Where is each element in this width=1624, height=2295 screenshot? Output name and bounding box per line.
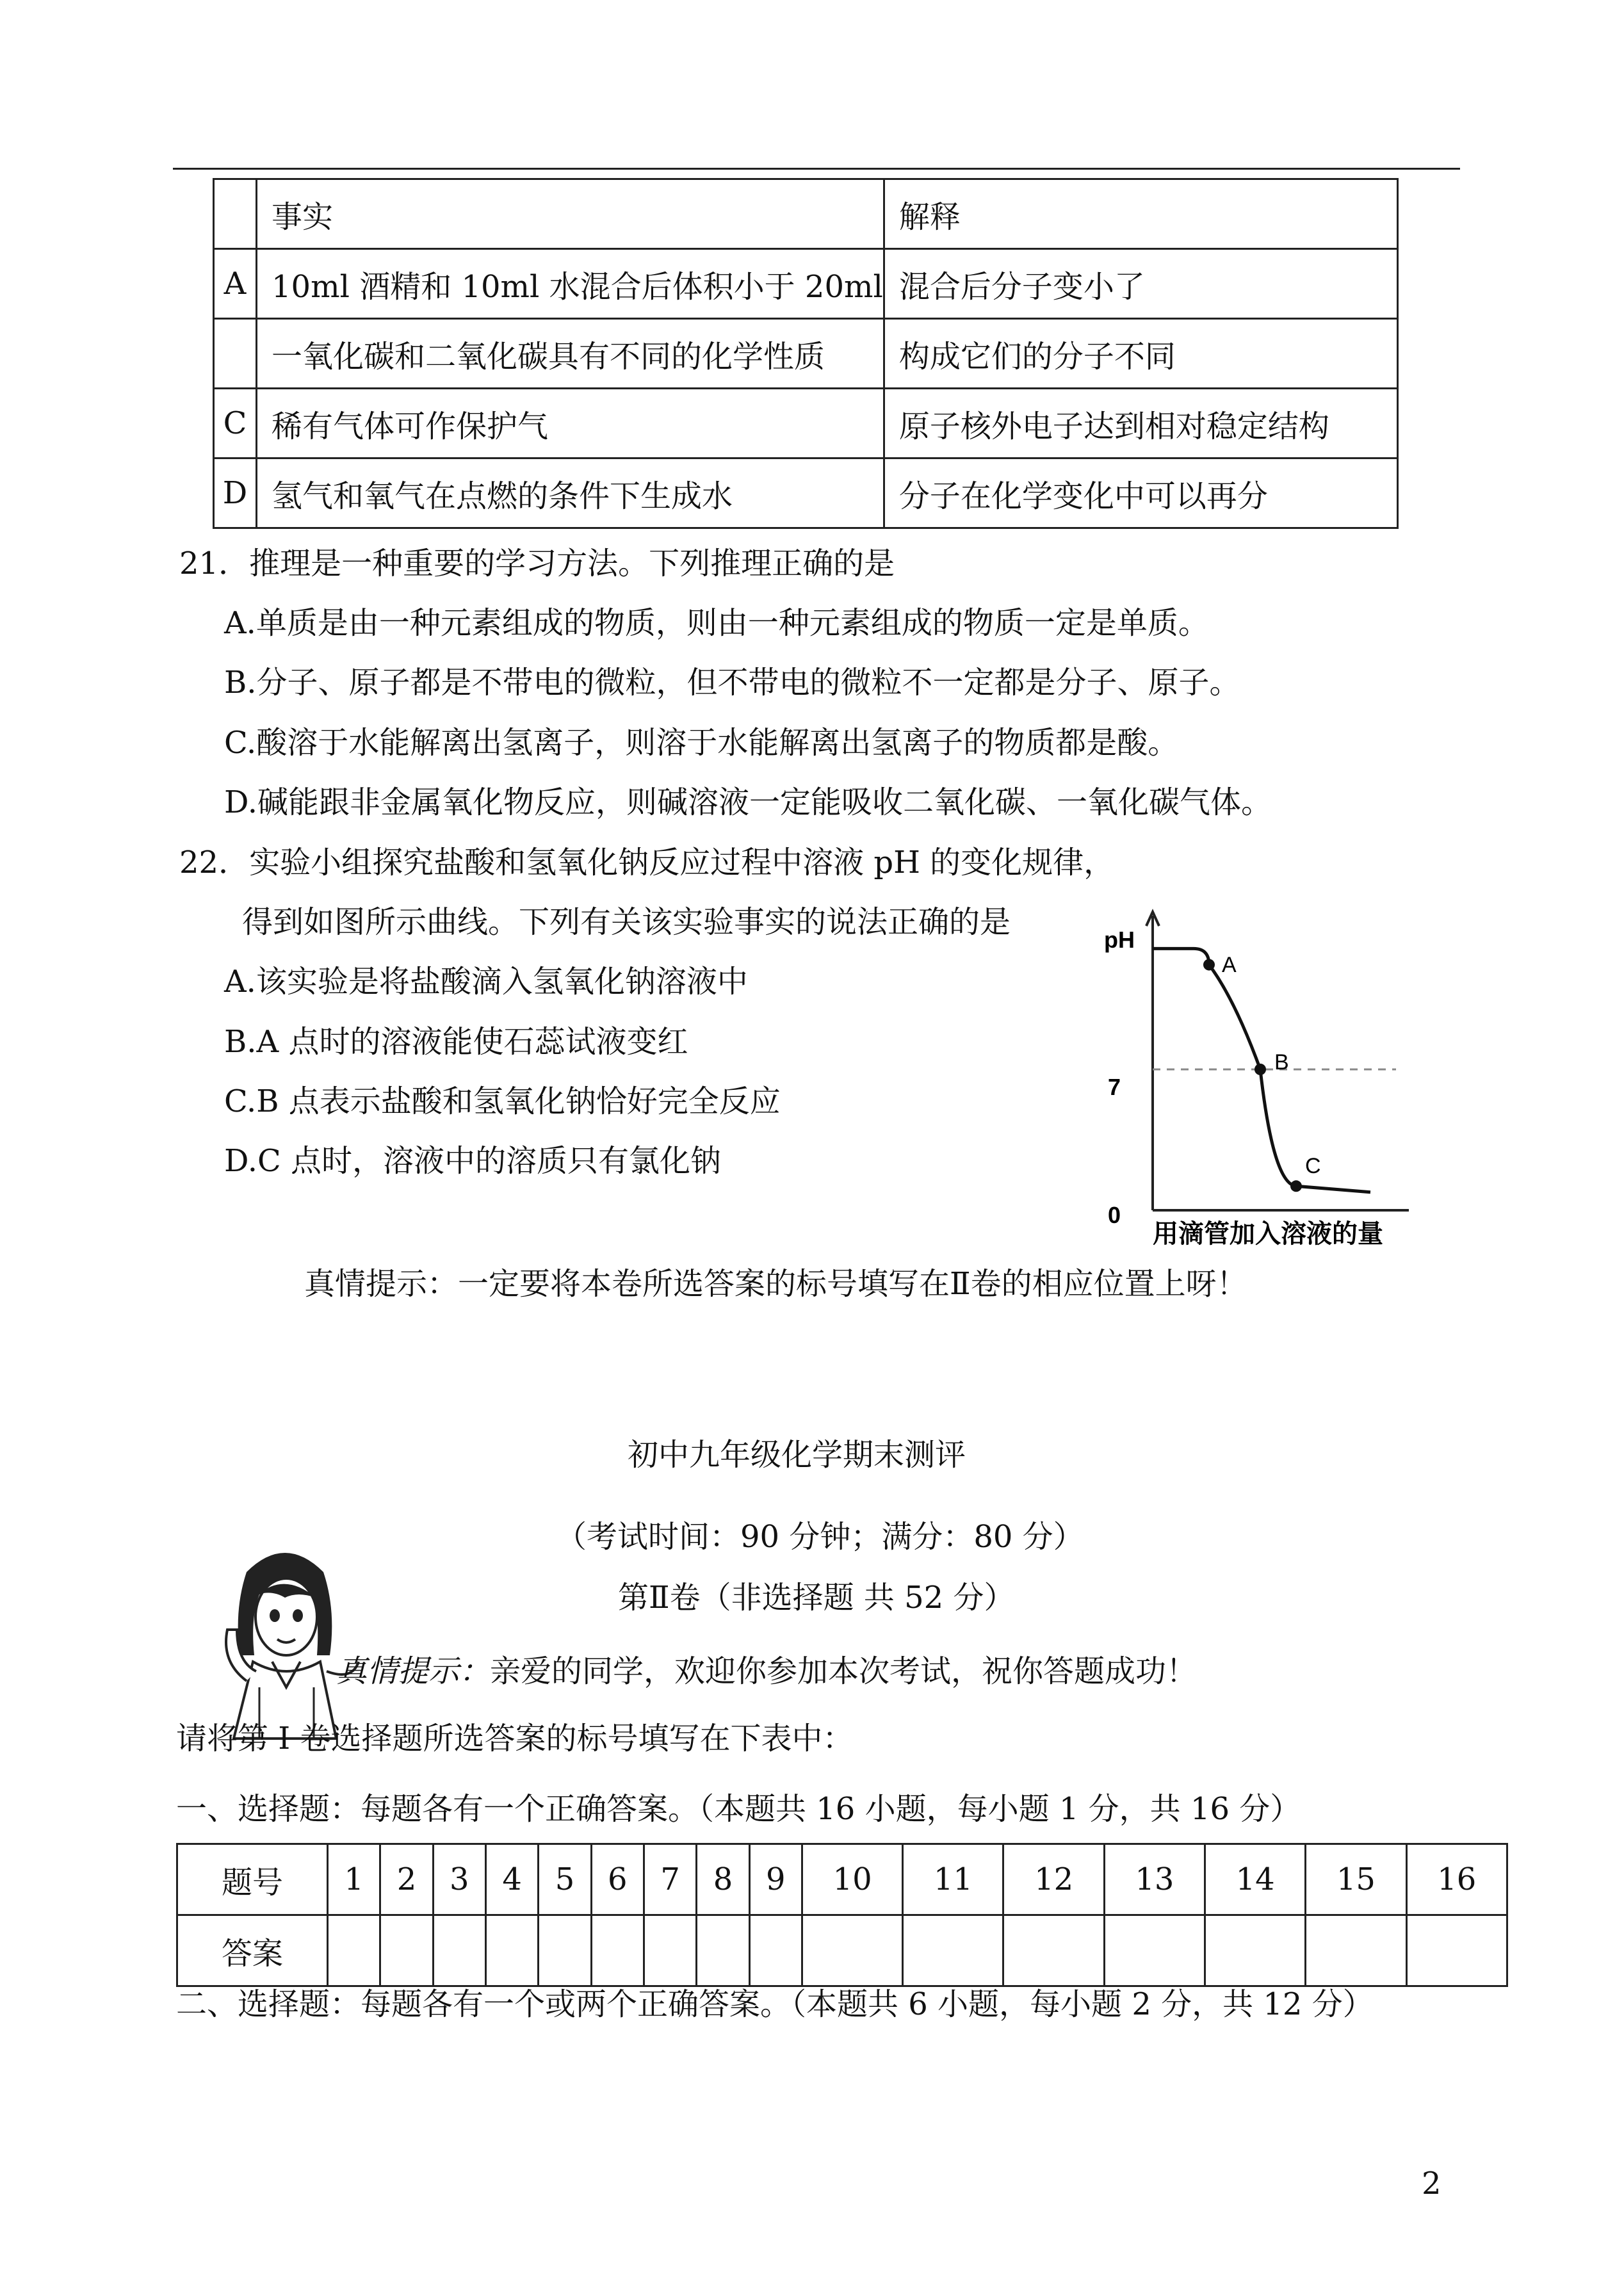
question-number-cell: 5 (539, 1844, 591, 1915)
table-row (214, 389, 1398, 458)
q22-option-a: A.该实验是将盐酸滴入氢氧化钠溶液中 (224, 964, 748, 1000)
question-number-cell: 14 (1205, 1844, 1306, 1915)
question-number-cell: 4 (485, 1844, 538, 1915)
question-number-cell: 7 (644, 1844, 696, 1915)
answer-cell[interactable] (1306, 1915, 1406, 1986)
table-row (214, 319, 1398, 389)
greeting-text: 亲爱的同学，欢迎你参加本次考试，祝你答题成功！ (490, 1653, 1198, 1689)
answer-cell[interactable] (380, 1915, 433, 1986)
section-2-heading: 二、选择题：每题各有一个或两个正确答案。（本题共 6 小题，每小题 2 分，共 12 分） (176, 1986, 1374, 2022)
answer-cell[interactable] (485, 1915, 538, 1986)
answer-number-row (177, 1844, 1507, 1915)
table-row (214, 458, 1398, 528)
page-number: 2 (1422, 2166, 1441, 2202)
row-letter (214, 319, 257, 389)
point-label-a: A (1222, 953, 1237, 977)
section-1-heading: 一、选择题：每题各有一个正确答案。（本题共 16 小题，每小题 1 分，共 16 分） (176, 1791, 1301, 1827)
answer-cell[interactable] (1104, 1915, 1205, 1986)
row-letter: A (214, 249, 257, 319)
fact-header: 事实 (257, 179, 884, 249)
row-explanation: 分子在化学变化中可以再分 (884, 458, 1397, 528)
table-row (214, 249, 1398, 319)
answer-cell[interactable] (1205, 1915, 1306, 1986)
q21-option-a: A.单质是由一种元素组成的物质，则由一种元素组成的物质一定是单质。 (224, 605, 1209, 641)
exam-info: （考试时间：90 分钟；满分：80 分） (556, 1519, 1084, 1555)
answer-cell[interactable] (328, 1915, 380, 1986)
question-number-cell: 1 (328, 1844, 380, 1915)
q21-option-b: B.分子、原子都是不带电的微粒，但不带电的微粒不一定都是分子、原子。 (224, 665, 1240, 701)
row-fact: 10ml 酒精和 10ml 水混合后体积小于 20ml (257, 249, 884, 319)
data-point-c (1290, 1180, 1302, 1192)
y-tick-7: 7 (1108, 1074, 1121, 1100)
q21-option-c: C.酸溶于水能解离出氢离子，则溶于水能解离出氢离子的物质都是酸。 (224, 725, 1179, 761)
question-number-cell: 11 (903, 1844, 1003, 1915)
answer-cell[interactable] (1406, 1915, 1507, 1986)
answer-table (176, 1843, 1508, 1987)
row-letter: C (214, 389, 257, 458)
exam-title: 初中九年级化学期末测评 (628, 1437, 966, 1473)
answer-cell[interactable] (539, 1915, 591, 1986)
q21-stem: 21．推理是一种重要的学习方法。下列推理正确的是 (179, 546, 895, 581)
y-tick-0: 0 (1108, 1202, 1121, 1228)
point-label-c: C (1305, 1154, 1321, 1178)
reminder-tip: 真情提示：一定要将本卷所选答案的标号填写在Ⅱ卷的相应位置上呀！ (304, 1266, 1247, 1302)
volume-title: 第Ⅱ卷（非选择题 共 52 分） (618, 1580, 1015, 1616)
answer-cell[interactable] (433, 1915, 485, 1986)
answer-cell[interactable] (903, 1915, 1003, 1986)
number-row-label: 题号 (177, 1844, 328, 1915)
data-point-b (1255, 1064, 1266, 1075)
y-axis-label: pH (1104, 927, 1135, 953)
data-point-a (1203, 959, 1215, 971)
table-header-row (214, 179, 1398, 249)
row-explanation: 混合后分子变小了 (884, 249, 1397, 319)
greeting-label: 真情提示： (336, 1653, 491, 1689)
answer-cell[interactable] (697, 1915, 749, 1986)
q22-stem-line1: 22．实验小组探究盐酸和氢氧化钠反应过程中溶液 pH 的变化规律， (179, 845, 1115, 880)
q22-option-d: D.C 点时，溶液中的溶质只有氯化钠 (224, 1143, 722, 1179)
explanation-header: 解释 (884, 179, 1397, 249)
ph-curve-chart (1101, 896, 1434, 1255)
answer-cell[interactable] (591, 1915, 644, 1986)
instruction-text: 请将第 I 卷选择题所选答案的标号填写在下表中： (176, 1721, 854, 1756)
question-number-cell: 13 (1104, 1844, 1205, 1915)
question-number-cell: 6 (591, 1844, 644, 1915)
q22-option-c: C.B 点表示盐酸和氢氧化钠恰好完全反应 (224, 1083, 781, 1119)
point-label-b: B (1274, 1050, 1289, 1075)
question-number-cell: 3 (433, 1844, 485, 1915)
row-explanation: 构成它们的分子不同 (884, 319, 1397, 389)
header-rule (173, 168, 1460, 170)
greeting-line (336, 1652, 1197, 1691)
answer-cell[interactable] (749, 1915, 802, 1986)
answer-cell[interactable] (1003, 1915, 1104, 1986)
x-axis-label: 用滴管加入溶液的量 (1153, 1220, 1383, 1248)
row-fact: 一氧化碳和二氧化碳具有不同的化学性质 (257, 319, 884, 389)
question-number-cell: 16 (1406, 1844, 1507, 1915)
row-letter: D (214, 458, 257, 528)
row-fact: 氢气和氧气在点燃的条件下生成水 (257, 458, 884, 528)
row-explanation: 原子核外电子达到相对稳定结构 (884, 389, 1397, 458)
question-number-cell: 15 (1306, 1844, 1406, 1915)
answer-fill-row (177, 1915, 1507, 1986)
letter-header (214, 179, 257, 249)
q22-stem-line2: 得到如图所示曲线。下列有关该实验事实的说法正确的是 (242, 904, 1011, 940)
question-number-cell: 8 (697, 1844, 749, 1915)
question-number-cell: 10 (802, 1844, 902, 1915)
question-number-cell: 12 (1003, 1844, 1104, 1915)
question-number-cell: 2 (380, 1844, 433, 1915)
row-fact: 稀有气体可作保护气 (257, 389, 884, 458)
answer-cell[interactable] (802, 1915, 902, 1986)
answer-cell[interactable] (644, 1915, 696, 1986)
fact-explanation-table (213, 178, 1399, 529)
answer-row-label: 答案 (177, 1915, 328, 1986)
girl-illustration (208, 1534, 362, 1751)
question-number-cell: 9 (749, 1844, 802, 1915)
q21-option-d: D.碱能跟非金属氧化物反应，则碱溶液一定能吸收二氧化碳、一氧化碳气体。 (224, 784, 1272, 820)
q22-option-b: B.A 点时的溶液能使石蕊试液变红 (224, 1024, 688, 1060)
